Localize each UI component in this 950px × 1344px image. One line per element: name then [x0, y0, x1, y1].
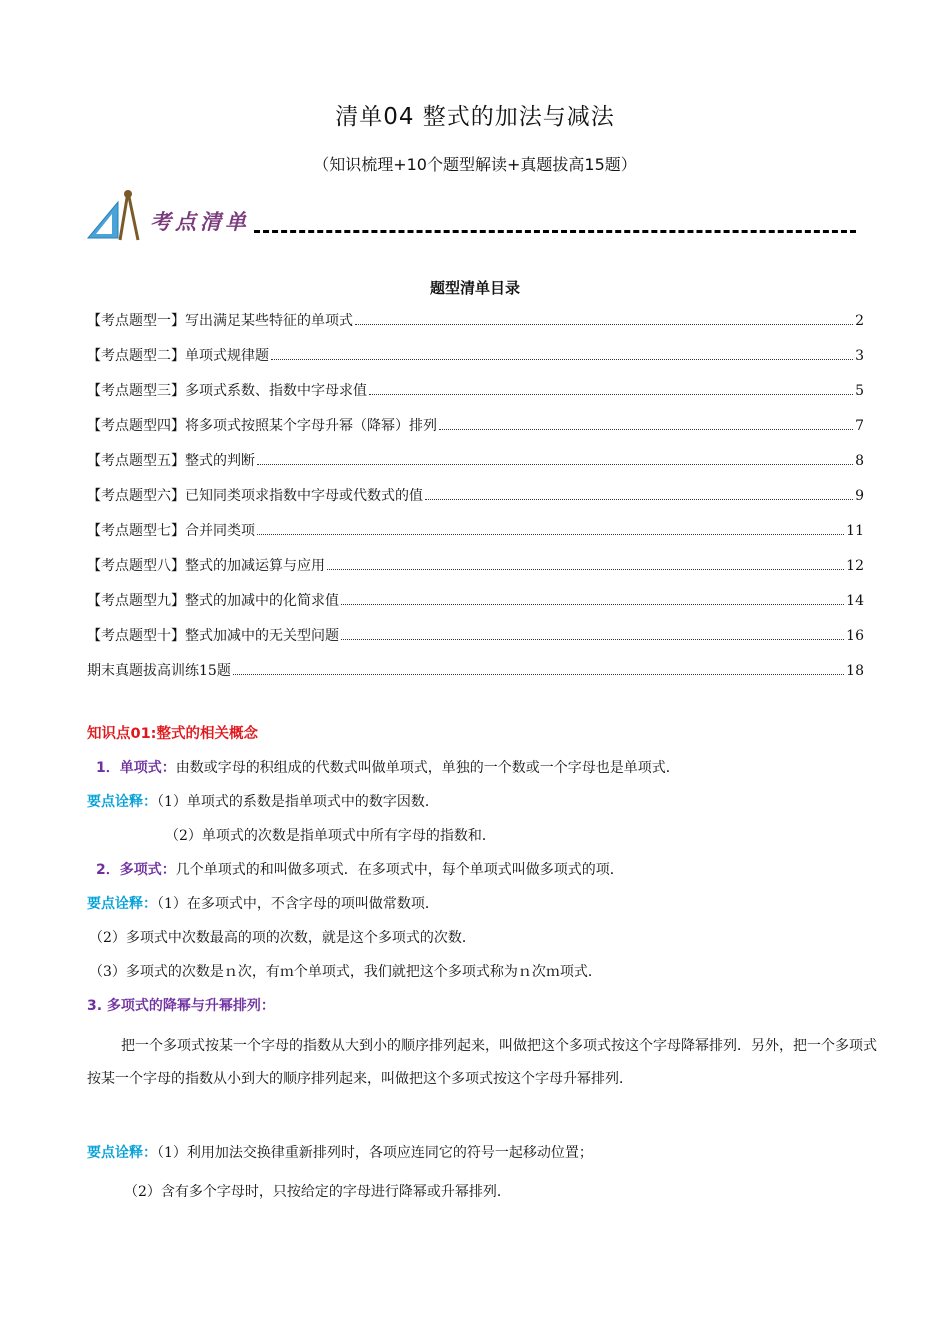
toc-item-label: 期末真题拔高训练15题 [87, 663, 231, 679]
toc-leader [425, 498, 853, 500]
toc-leader [355, 323, 853, 325]
toc-item[interactable] [87, 380, 864, 415]
toc-leader [327, 568, 844, 570]
toc-item-page: 7 [855, 418, 864, 434]
toc-item-label: 【考点题型一】写出满足某些特征的单项式 [87, 313, 353, 329]
toc-item[interactable] [87, 625, 864, 660]
page-title: 清单04 整式的加法与减法 [335, 104, 615, 130]
note-text: （1）利用加法交换律重新排列时，各项应连同它的符号一起移动位置； [157, 1145, 593, 1161]
toc-item-page: 5 [855, 383, 864, 399]
toc-leader [233, 673, 844, 675]
toc-item-page: 9 [855, 488, 864, 504]
toc-item[interactable] [87, 310, 864, 345]
note-text: （3）多项式的次数是ｎ次，有ｍ个单项式，我们就把这个多项式称为ｎ次ｍ项式． [89, 964, 602, 980]
toc-item[interactable] [87, 590, 864, 625]
toc-item[interactable] [87, 415, 864, 450]
toc-item-label: 【考点题型九】整式的加减中的化简求值 [87, 593, 339, 609]
toc-leader [369, 393, 853, 395]
note-monomial [87, 791, 439, 811]
table-of-contents [87, 310, 864, 695]
note-text: （2）含有多个字母时，只按给定的字母进行降幂或升幂排列． [124, 1184, 511, 1200]
toc-item-label: 【考点题型五】整式的判断 [87, 453, 255, 469]
ruler-compass-icon [86, 188, 148, 244]
note-label: 要点诠释： [87, 1145, 157, 1161]
definition-text: 几个单项式的和叫做多项式．在多项式中，每个单项式叫做多项式的项． [175, 862, 624, 878]
toc-item[interactable] [87, 345, 864, 380]
toc-item-label: 【考点题型八】整式的加减运算与应用 [87, 558, 325, 574]
toc-item[interactable] [87, 555, 864, 590]
page-subtitle: （知识梳理+10个题型解读+真题拔高15题） [313, 155, 637, 174]
definition-polynomial [96, 859, 624, 879]
toc-item[interactable] [87, 660, 864, 695]
toc-item-page: 11 [846, 523, 864, 539]
toc-item[interactable] [87, 520, 864, 555]
toc-heading: 题型清单目录 [429, 279, 520, 297]
banner-divider [254, 230, 856, 233]
term-label: 2．多项式： [96, 862, 176, 878]
toc-item-page: 18 [846, 663, 864, 679]
toc-leader [341, 603, 844, 605]
toc-item-page: 16 [846, 628, 864, 644]
toc-item-page: 3 [855, 348, 864, 364]
toc-item-page: 12 [846, 558, 864, 574]
toc-item-page: 2 [855, 313, 864, 329]
toc-item-label: 【考点题型七】合并同类项 [87, 523, 255, 539]
toc-item-label: 【考点题型六】已知同类项求指数中字母或代数式的值 [87, 488, 423, 504]
section-title: 知识点01:整式的相关概念 [87, 726, 258, 742]
toc-item-label: 【考点题型四】将多项式按照某个字母升幂（降幂）排列 [87, 418, 437, 434]
note-text: （2）单项式的次数是指单项式中所有字母的指数和． [165, 828, 496, 844]
note-text: （1）单项式的系数是指单项式中的数字因数． [157, 794, 439, 810]
toc-leader [341, 638, 844, 640]
toc-item-page: 14 [846, 593, 864, 609]
toc-item-label: 【考点题型二】单项式规律题 [87, 348, 269, 364]
term-label: 1．单项式： [96, 760, 176, 776]
toc-item[interactable] [87, 450, 864, 485]
toc-leader [257, 533, 844, 535]
toc-item-label: 【考点题型十】整式加减中的无关型问题 [87, 628, 339, 644]
definition-text: 由数或字母的积组成的代数式叫做单项式，单独的一个数或一个字母也是单项式． [175, 760, 680, 776]
paragraph-ordering: 把一个多项式按某一个字母的指数从大到小的顺序排列起来，叫做把这个多项式按这个字母降幂排列．另外，把一个多项式按某一个字母的指数从小到大的顺序排列起来，叫做把这个多项式按这个字母升幂排列． [87, 1038, 877, 1087]
section-banner [86, 188, 856, 246]
note-text: （1）在多项式中，不含字母的项叫做常数项． [157, 896, 439, 912]
definition-monomial [96, 757, 680, 777]
toc-item[interactable] [87, 485, 864, 520]
note-label: 要点诠释： [87, 794, 157, 810]
toc-item-page: 8 [855, 453, 864, 469]
toc-leader [439, 428, 853, 430]
toc-item-label: 【考点题型三】多项式系数、指数中字母求值 [87, 383, 367, 399]
toc-leader [271, 358, 853, 360]
note-label: 要点诠释： [87, 896, 157, 912]
term-label: 3. 多项式的降幂与升幂排列： [87, 998, 275, 1014]
note-text: （2）多项式中次数最高的项的次数，就是这个多项式的次数． [89, 930, 476, 946]
toc-leader [257, 463, 853, 465]
note-polynomial [87, 893, 439, 913]
note-ordering [87, 1142, 593, 1162]
banner-label: 考点清单 [150, 209, 250, 234]
